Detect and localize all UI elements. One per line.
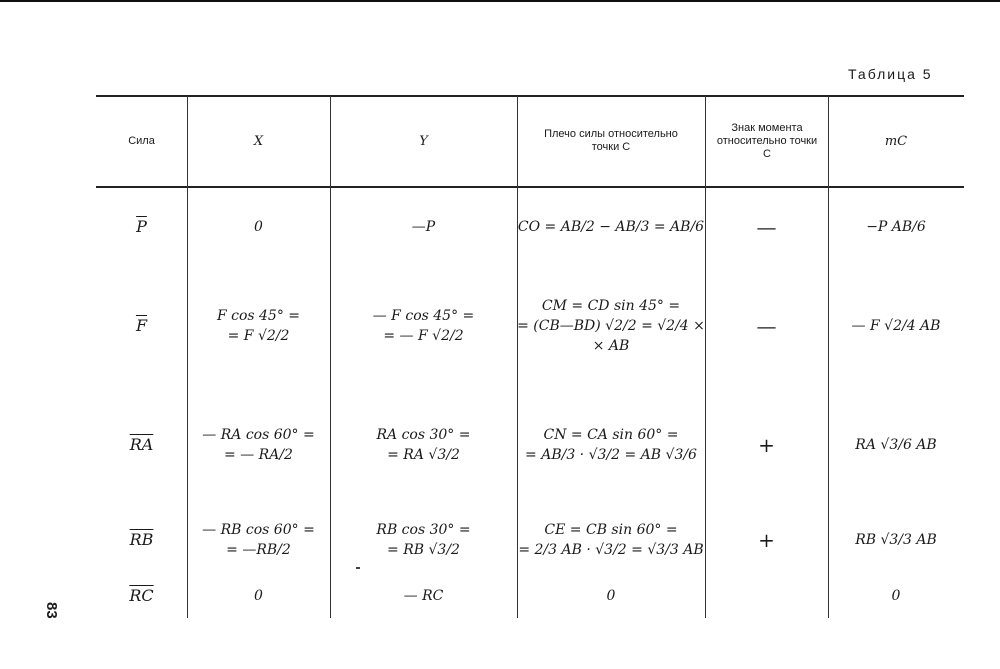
cell-line: × AB bbox=[592, 338, 630, 354]
cell-arm bbox=[517, 580, 705, 612]
moment-sign: + bbox=[758, 433, 775, 457]
cell-moment bbox=[828, 495, 964, 585]
cell-moment bbox=[828, 390, 964, 500]
top-border bbox=[0, 0, 1000, 2]
cell-arm bbox=[517, 390, 705, 500]
header-sign: Знак момента относительно точки C bbox=[716, 121, 818, 160]
cell-line: —P bbox=[411, 219, 436, 235]
cell-arm bbox=[517, 495, 705, 585]
cell-y bbox=[330, 192, 517, 262]
cell-force bbox=[96, 272, 187, 380]
header-force: Сила bbox=[128, 134, 155, 147]
print-speck bbox=[356, 567, 360, 569]
cell-force bbox=[96, 580, 187, 612]
table-caption: Таблица 5 bbox=[848, 66, 933, 82]
cell-line: −P AB/6 bbox=[866, 219, 926, 235]
cell-y bbox=[330, 390, 517, 500]
cell-line: CN = CA sin 60° = bbox=[543, 427, 679, 443]
cell-x bbox=[187, 390, 330, 500]
cell-x bbox=[187, 495, 330, 585]
cell-line: CO = AB/2 − AB/3 = AB/6 bbox=[517, 219, 705, 235]
moment-sign: + bbox=[758, 528, 775, 552]
cell-line: = — F √2/2 bbox=[383, 328, 464, 344]
cell-sign bbox=[705, 580, 828, 612]
cell-line: = RA √3/2 bbox=[387, 447, 460, 463]
cell-arm bbox=[517, 192, 705, 262]
cell-sign bbox=[705, 390, 828, 500]
cell-line: CM = CD sin 45° = bbox=[541, 298, 681, 314]
cell-sign bbox=[705, 192, 828, 262]
cell-line: 0 bbox=[254, 588, 263, 604]
cell-force bbox=[96, 192, 187, 262]
force-symbol: $\overline{RB}$ bbox=[129, 530, 154, 549]
page-number: 83 bbox=[43, 602, 60, 619]
cell-line: = AB/3 · √3/2 = AB √3/6 bbox=[525, 447, 697, 463]
cell-moment bbox=[828, 580, 964, 612]
header-arm: Плечо силы относительно точки C bbox=[544, 128, 678, 153]
moment-sign: — bbox=[756, 314, 777, 338]
cell-x bbox=[187, 272, 330, 380]
cell-x bbox=[187, 192, 330, 262]
cell-line: = (CB—BD) √2/2 = √2/4 × bbox=[517, 318, 705, 334]
cell-sign bbox=[705, 272, 828, 380]
cell-line: — RB cos 60° = bbox=[202, 522, 315, 538]
cell-line: — F √2/4 AB bbox=[851, 318, 941, 334]
force-symbol: $\overline{P}$ bbox=[136, 217, 147, 236]
cell-force bbox=[96, 390, 187, 500]
cell-line: = F √2/2 bbox=[227, 328, 290, 344]
cell-line: RB √3/3 AB bbox=[855, 532, 937, 548]
cell-line: 0 bbox=[254, 219, 263, 235]
cell-moment bbox=[828, 192, 964, 262]
cell-sign bbox=[705, 495, 828, 585]
force-symbol: $\overline{RA}$ bbox=[129, 435, 154, 454]
force-symbol: $\overline{RC}$ bbox=[129, 586, 154, 605]
cell-line: F cos 45° = bbox=[216, 308, 301, 324]
cell-line: — RA cos 60° = bbox=[202, 427, 315, 443]
cell-line: RB cos 30° = bbox=[376, 522, 471, 538]
cell-line: RA cos 30° = bbox=[376, 427, 471, 443]
cell-line: = —RB/2 bbox=[226, 542, 291, 558]
header-y: Y bbox=[419, 133, 428, 149]
cell-line: CE = CB sin 60° = bbox=[544, 522, 678, 538]
header-moment: mC bbox=[884, 133, 908, 149]
cell-arm bbox=[517, 272, 705, 380]
cell-line: = 2/3 AB · √3/2 = √3/3 AB bbox=[518, 542, 704, 558]
cell-line: = — RA/2 bbox=[224, 447, 293, 463]
cell-moment bbox=[828, 272, 964, 380]
cell-line: — F cos 45° = bbox=[372, 308, 475, 324]
header-x: X bbox=[253, 133, 264, 149]
table-header-rule bbox=[96, 186, 964, 188]
cell-y bbox=[330, 495, 517, 585]
cell-y bbox=[330, 580, 517, 612]
cell-line: 0 bbox=[606, 588, 616, 604]
force-symbol: $\overline{F}$ bbox=[135, 316, 148, 335]
cell-line: 0 bbox=[891, 588, 901, 604]
moment-sign: — bbox=[756, 215, 777, 239]
cell-line: — RC bbox=[403, 588, 444, 604]
cell-y bbox=[330, 272, 517, 380]
cell-line: = RB √3/2 bbox=[387, 542, 460, 558]
cell-line: RA √3/6 AB bbox=[855, 437, 937, 453]
cell-x bbox=[187, 580, 330, 612]
cell-force bbox=[96, 495, 187, 585]
